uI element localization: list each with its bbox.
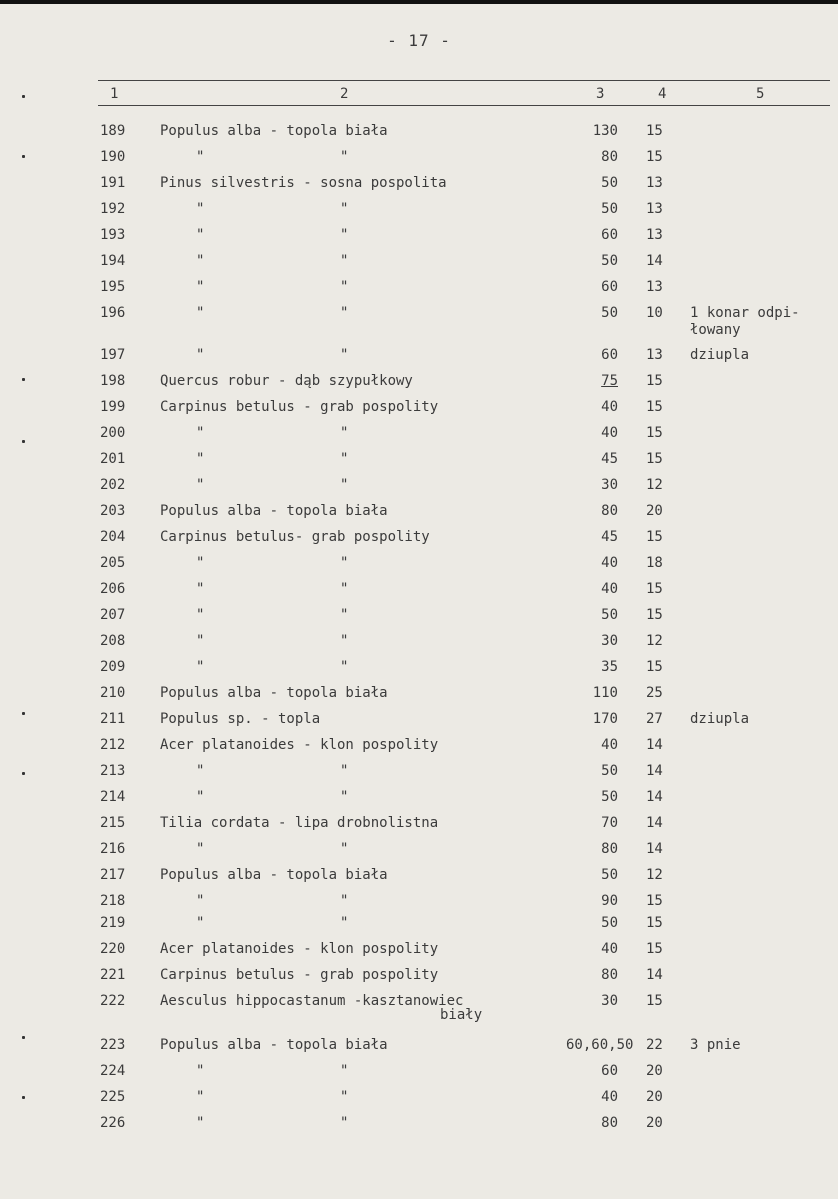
- height-value: 15: [646, 373, 663, 389]
- table-row: [0, 581, 838, 607]
- tree-number: 204: [100, 529, 126, 545]
- circumference-value: 80: [601, 967, 618, 983]
- ditto-mark: ": [340, 1115, 349, 1131]
- ditto-mark: ": [196, 347, 205, 363]
- ditto-mark: ": [196, 477, 205, 493]
- header-col-5: 5: [756, 86, 765, 102]
- circumference-value: 50: [601, 789, 618, 805]
- table-row: [0, 149, 838, 175]
- height-value: 20: [646, 1115, 663, 1131]
- table-row: [0, 373, 838, 399]
- height-value: 13: [646, 347, 663, 363]
- circumference-value: 50: [601, 175, 618, 191]
- table-row: [0, 529, 838, 555]
- circumference-value: 90: [601, 893, 618, 909]
- circumference-value: 45: [601, 451, 618, 467]
- circumference-value: 40: [601, 425, 618, 441]
- table-row: [0, 659, 838, 685]
- ditto-mark: ": [196, 201, 205, 217]
- tree-number: 194: [100, 253, 126, 269]
- ditto-mark: ": [340, 149, 349, 165]
- tree-number: 220: [100, 941, 126, 957]
- tree-number: 206: [100, 581, 126, 597]
- ditto-mark: ": [340, 789, 349, 805]
- ditto-mark: ": [340, 893, 349, 909]
- ditto-mark: ": [340, 425, 349, 441]
- ditto-mark: ": [340, 477, 349, 493]
- height-value: 14: [646, 789, 663, 805]
- circumference-value: 170: [592, 711, 618, 727]
- height-value: 15: [646, 123, 663, 139]
- circumference-value: 80: [601, 503, 618, 519]
- height-value: 14: [646, 253, 663, 269]
- species-name: Populus alba - topola biała: [160, 123, 388, 139]
- ditto-mark: ": [340, 633, 349, 649]
- ditto-mark: ": [340, 305, 349, 321]
- table-row: [0, 555, 838, 581]
- tree-number: 216: [100, 841, 126, 857]
- ditto-mark: ": [196, 1089, 205, 1105]
- species-name: Populus alba - topola biała: [160, 867, 388, 883]
- height-value: 13: [646, 175, 663, 191]
- tree-number: 195: [100, 279, 126, 295]
- tree-number: 196: [100, 305, 126, 321]
- species-name: Populus alba - topola biała: [160, 503, 388, 519]
- height-value: 12: [646, 867, 663, 883]
- species-name-continued: biały: [440, 1007, 483, 1023]
- tree-number: 218: [100, 893, 126, 909]
- tree-number: 207: [100, 607, 126, 623]
- species-name: Populus alba - topola biała: [160, 1037, 388, 1053]
- ditto-mark: ": [196, 915, 205, 931]
- circumference-value: 70: [601, 815, 618, 831]
- ditto-mark: ": [340, 227, 349, 243]
- species-name: Tilia cordata - lipa drobnolistna: [160, 815, 439, 831]
- remarks: 3 pnie: [690, 1037, 741, 1053]
- table-row: [0, 1063, 838, 1089]
- circumference-value: 40: [601, 1089, 618, 1105]
- tree-number: 223: [100, 1037, 126, 1053]
- circumference-value: 80: [601, 149, 618, 165]
- tree-number: 193: [100, 227, 126, 243]
- circumference-value: 60: [601, 279, 618, 295]
- height-value: 20: [646, 1089, 663, 1105]
- ditto-mark: ": [340, 1089, 349, 1105]
- table-row: [0, 347, 838, 373]
- table-row: [0, 503, 838, 529]
- ditto-mark: ": [196, 149, 205, 165]
- tree-number: 215: [100, 815, 126, 831]
- ditto-mark: ": [196, 607, 205, 623]
- tree-number: 208: [100, 633, 126, 649]
- header-col-3: 3: [596, 86, 605, 102]
- ditto-mark: ": [196, 763, 205, 779]
- circumference-value: 75: [601, 373, 618, 389]
- ditto-mark: ": [196, 1063, 205, 1079]
- table-row: [0, 227, 838, 253]
- margin-mark: [22, 95, 25, 98]
- circumference-value: 45: [601, 529, 618, 545]
- table-row: [0, 399, 838, 425]
- tree-number: 202: [100, 477, 126, 493]
- height-value: 15: [646, 581, 663, 597]
- circumference-value: 50: [601, 867, 618, 883]
- ditto-mark: ": [340, 253, 349, 269]
- species-name: Carpinus betulus - grab pospolity: [160, 967, 439, 983]
- height-value: 25: [646, 685, 663, 701]
- tree-number: 224: [100, 1063, 126, 1079]
- height-value: 14: [646, 841, 663, 857]
- height-value: 22: [646, 1037, 663, 1053]
- header-col-2: 2: [340, 86, 349, 102]
- table-row: [0, 123, 838, 149]
- table-row: [0, 867, 838, 893]
- ditto-mark: ": [196, 581, 205, 597]
- table-row: [0, 279, 838, 305]
- tree-number: 199: [100, 399, 126, 415]
- ditto-mark: ": [196, 789, 205, 805]
- circumference-value: 50: [601, 763, 618, 779]
- circumference-value: 60,60,50: [566, 1037, 634, 1053]
- ditto-mark: ": [340, 915, 349, 931]
- tree-number: 192: [100, 201, 126, 217]
- circumference-value: 50: [601, 607, 618, 623]
- species-name: Populus sp. - topla: [160, 711, 321, 727]
- table-row: [0, 477, 838, 503]
- ditto-mark: ": [340, 607, 349, 623]
- tree-number: 197: [100, 347, 126, 363]
- circumference-value: 50: [601, 305, 618, 321]
- species-name: Acer platanoides - klon pospolity: [160, 941, 439, 957]
- tree-number: 200: [100, 425, 126, 441]
- remarks: dziupla: [690, 711, 750, 727]
- ditto-mark: ": [196, 633, 205, 649]
- species-name: Pinus silvestris - sosna pospolita: [160, 175, 447, 191]
- table-row: [0, 915, 838, 941]
- tree-number: 211: [100, 711, 126, 727]
- remarks: dziupla: [690, 347, 750, 363]
- table-row: [0, 789, 838, 815]
- circumference-value: 30: [601, 633, 618, 649]
- height-value: 15: [646, 607, 663, 623]
- ditto-mark: ": [340, 763, 349, 779]
- header-col-4: 4: [658, 86, 667, 102]
- ditto-mark: ": [196, 227, 205, 243]
- height-value: 15: [646, 149, 663, 165]
- table-row: [0, 451, 838, 477]
- tree-number: 189: [100, 123, 126, 139]
- circumference-value: 80: [601, 841, 618, 857]
- table-row: [0, 711, 838, 737]
- species-name: Populus alba - topola biała: [160, 685, 388, 701]
- ditto-mark: ": [340, 659, 349, 675]
- ditto-mark: ": [196, 305, 205, 321]
- table-row: [0, 737, 838, 763]
- circumference-value: 30: [601, 993, 618, 1009]
- height-value: 20: [646, 503, 663, 519]
- species-name: Carpinus betulus- grab pospolity: [160, 529, 430, 545]
- circumference-value: 40: [601, 941, 618, 957]
- height-value: 27: [646, 711, 663, 727]
- ditto-mark: ": [196, 555, 205, 571]
- ditto-mark: ": [340, 451, 349, 467]
- ditto-mark: ": [196, 1115, 205, 1131]
- height-value: 18: [646, 555, 663, 571]
- height-value: 12: [646, 477, 663, 493]
- ditto-mark: ": [196, 253, 205, 269]
- height-value: 14: [646, 763, 663, 779]
- table-row: [0, 685, 838, 711]
- height-value: 14: [646, 737, 663, 753]
- table-row: [0, 1089, 838, 1115]
- ditto-mark: ": [340, 841, 349, 857]
- ditto-mark: ": [196, 425, 205, 441]
- circumference-value: 80: [601, 1115, 618, 1131]
- scan-top-edge: [0, 0, 838, 4]
- tree-number: 203: [100, 503, 126, 519]
- tree-number: 219: [100, 915, 126, 931]
- tree-number: 212: [100, 737, 126, 753]
- height-value: 15: [646, 425, 663, 441]
- circumference-value: 130: [592, 123, 618, 139]
- ditto-mark: ": [340, 555, 349, 571]
- table-row: [0, 633, 838, 659]
- tree-number: 190: [100, 149, 126, 165]
- table-row: [0, 763, 838, 789]
- circumference-value: 60: [601, 1063, 618, 1079]
- height-value: 13: [646, 227, 663, 243]
- height-value: 13: [646, 201, 663, 217]
- table-row: [0, 175, 838, 201]
- remarks-continued: łowany: [690, 322, 741, 338]
- species-name: Aesculus hippocastanum -kasztanowiec: [160, 993, 464, 1009]
- height-value: 14: [646, 967, 663, 983]
- height-value: 15: [646, 451, 663, 467]
- ditto-mark: ": [196, 659, 205, 675]
- height-value: 12: [646, 633, 663, 649]
- page-number: - 17 -: [387, 31, 451, 50]
- height-value: 15: [646, 915, 663, 931]
- table-row: [0, 841, 838, 867]
- height-value: 15: [646, 529, 663, 545]
- table-header-rule: [98, 105, 830, 106]
- table-row: [0, 425, 838, 451]
- tree-number: 214: [100, 789, 126, 805]
- tree-number: 198: [100, 373, 126, 389]
- tree-number: 201: [100, 451, 126, 467]
- circumference-value: 50: [601, 201, 618, 217]
- species-name: Acer platanoides - klon pospolity: [160, 737, 439, 753]
- remarks: 1 konar odpi-: [690, 305, 800, 321]
- ditto-mark: ": [340, 279, 349, 295]
- tree-number: 209: [100, 659, 126, 675]
- table-row: [0, 201, 838, 227]
- species-name: Quercus robur - dąb szypułkowy: [160, 373, 413, 389]
- height-value: 14: [646, 815, 663, 831]
- table-row: [0, 1115, 838, 1141]
- tree-number: 226: [100, 1115, 126, 1131]
- height-value: 15: [646, 399, 663, 415]
- tree-number: 217: [100, 867, 126, 883]
- circumference-value: 110: [592, 685, 618, 701]
- species-name: Carpinus betulus - grab pospolity: [160, 399, 439, 415]
- table-row: [0, 941, 838, 967]
- table-row: [0, 607, 838, 633]
- height-value: 20: [646, 1063, 663, 1079]
- header-col-1: 1: [110, 86, 119, 102]
- tree-number: 221: [100, 967, 126, 983]
- ditto-mark: ": [196, 279, 205, 295]
- table-row: [0, 967, 838, 993]
- ditto-mark: ": [340, 201, 349, 217]
- circumference-value: 40: [601, 399, 618, 415]
- table-row: [0, 993, 838, 1023]
- ditto-mark: ": [340, 347, 349, 363]
- height-value: 13: [646, 279, 663, 295]
- table-row: [0, 1037, 838, 1063]
- tree-number: 225: [100, 1089, 126, 1105]
- height-value: 15: [646, 659, 663, 675]
- tree-number: 210: [100, 685, 126, 701]
- ditto-mark: ": [340, 581, 349, 597]
- height-value: 15: [646, 893, 663, 909]
- circumference-value: 60: [601, 347, 618, 363]
- circumference-value: 50: [601, 253, 618, 269]
- height-value: 10: [646, 305, 663, 321]
- tree-number: 205: [100, 555, 126, 571]
- height-value: 15: [646, 993, 663, 1009]
- circumference-value: 60: [601, 227, 618, 243]
- ditto-mark: ": [340, 1063, 349, 1079]
- height-value: 15: [646, 941, 663, 957]
- circumference-value: 35: [601, 659, 618, 675]
- table-row: [0, 815, 838, 841]
- tree-number: 213: [100, 763, 126, 779]
- table-top-rule: [98, 80, 830, 81]
- table-row: [0, 305, 838, 338]
- ditto-mark: ": [196, 841, 205, 857]
- circumference-value: 40: [601, 737, 618, 753]
- tree-number: 191: [100, 175, 126, 191]
- circumference-value: 40: [601, 581, 618, 597]
- circumference-value: 30: [601, 477, 618, 493]
- ditto-mark: ": [196, 893, 205, 909]
- ditto-mark: ": [196, 451, 205, 467]
- circumference-value: 40: [601, 555, 618, 571]
- tree-number: 222: [100, 993, 126, 1009]
- table-row: [0, 253, 838, 279]
- circumference-value: 50: [601, 915, 618, 931]
